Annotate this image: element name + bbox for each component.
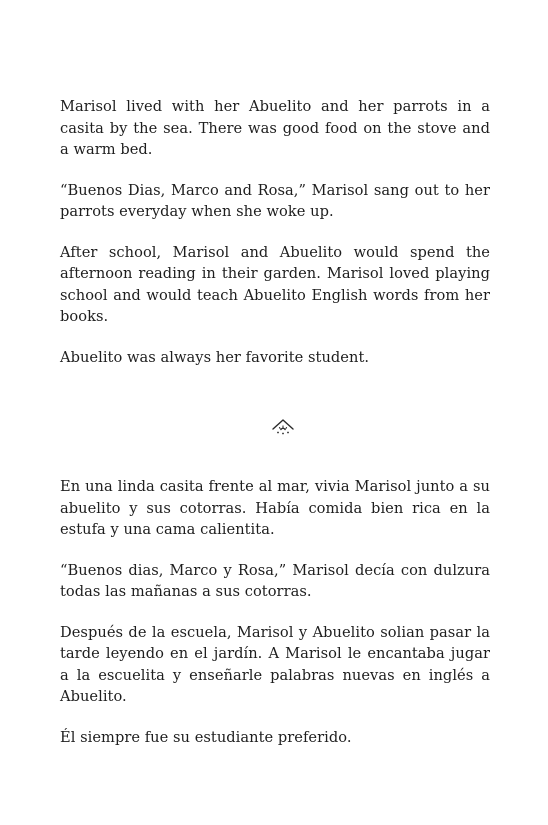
english-paragraph-3: After school, Marisol and Abuelito would spend the afternoon reading in their garden. Marisol loved playing school and would teach Abuelito English words from her books. [60,243,490,325]
english-paragraph-4: Abuelito was always her favorite student. [60,348,370,366]
spanish-paragraph-4: Él siempre fue su estudiante preferido. [60,728,352,746]
spanish-paragraph-3: Después de la escuela, Marisol y Abuelito solian pasar la tarde leyendo en el jardín. A Marisol le encantaba jugar a la escuelita y enseñarle palabras nuevas en inglés a Abuelito. [60,623,490,705]
english-paragraph-2: “Buenos Dias, Marco and Rosa,” Marisol sang out to her parrots everyday when she woke up. [60,181,490,220]
spanish-paragraph-1: En una linda casita frente al mar, vivia Marisol junto a su abuelito y sus cotorras. Había comida bien rica en la estufa y una cama calientita. [60,478,490,538]
spanish-text-section [60,476,490,767]
spanish-paragraph-2: “Buenos dias, Marco y Rosa,” Marisol decía con dulzura todas las mañanas a sus cotorras. [60,561,490,600]
english-text-section [60,96,490,387]
house-with-sun-ornament-icon [270,416,296,438]
english-paragraph-1: Marisol lived with her Abuelito and her parrots in a casita by the sea. There was good food on the stove and a warm bed. [60,98,490,158]
